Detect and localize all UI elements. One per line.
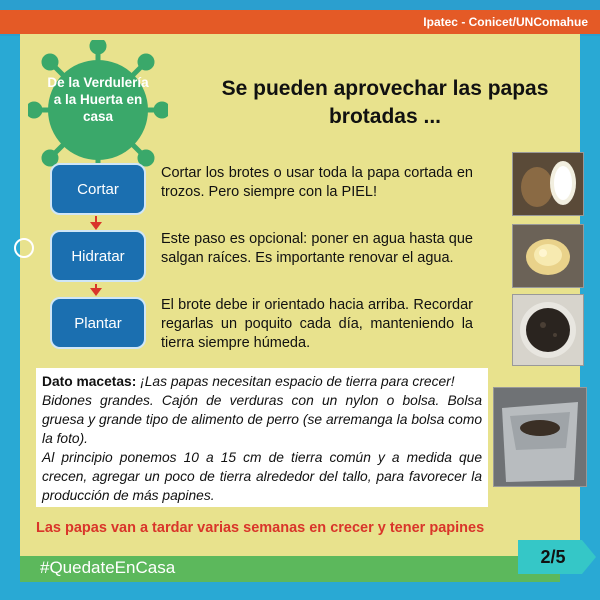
pot-tips-box — [36, 368, 488, 507]
pot-tips-label: Dato macetas: — [42, 374, 137, 389]
step-description: Este paso es opcional: poner en agua hasta que salgan raíces. Es importante renovar el agua. — [161, 231, 473, 266]
sprout-photo — [512, 224, 584, 288]
grow-bag-photo — [493, 387, 587, 487]
pot-tips-hilling: Al principio ponemos 10 a 15 cm de tierra común y a medida que crecen, agregar un poco de tierra alrededor del tallo, para favorecer la producción de más papines. — [42, 450, 482, 503]
potato-photo — [512, 152, 584, 216]
badge-title: De la Verdulería a la Huerta en casa — [47, 75, 149, 124]
top-bar — [0, 0, 600, 36]
pot-tips-options: Bidones grandes. Cajón de verduras con un nylon o bolsa. Bolsa gruesa y grande tipo de alimento de perro (se arremanga la bolsa como la foto). — [42, 393, 482, 446]
soil-pot-photo — [512, 294, 584, 366]
growth-note: Las papas van a tardar varias semanas en crecer y tener papines — [36, 520, 485, 536]
page-indicator — [518, 540, 596, 574]
step-plantar: Plantar — [50, 297, 146, 349]
step-arrow — [95, 284, 97, 294]
page-number: 2/5 — [540, 547, 566, 567]
ring-decoration — [14, 238, 34, 258]
step-description: Cortar los brotes o usar toda la papa cortada en trozos. Pero siempre con la PIEL! — [161, 165, 473, 200]
step-hidratar: Hidratar — [50, 230, 146, 282]
pot-tips-lead: ¡Las papas necesitan espacio de tierra para crecer! — [136, 374, 455, 389]
pot-tips-intro — [42, 372, 482, 391]
step-arrow — [95, 216, 97, 228]
organization-label: Ipatec - Conicet/UNComahue — [270, 10, 600, 34]
step-description: El brote debe ir orientado hacia arriba. Recordar regarlas un poquito cada día, manteniendo la tierra siempre húmeda. — [161, 297, 473, 351]
step-cortar: Cortar — [50, 163, 146, 215]
page-headline: Se pueden aprovechar las papas brotadas ... — [221, 77, 549, 128]
hashtag-label: #QuedateEnCasa — [40, 558, 176, 577]
